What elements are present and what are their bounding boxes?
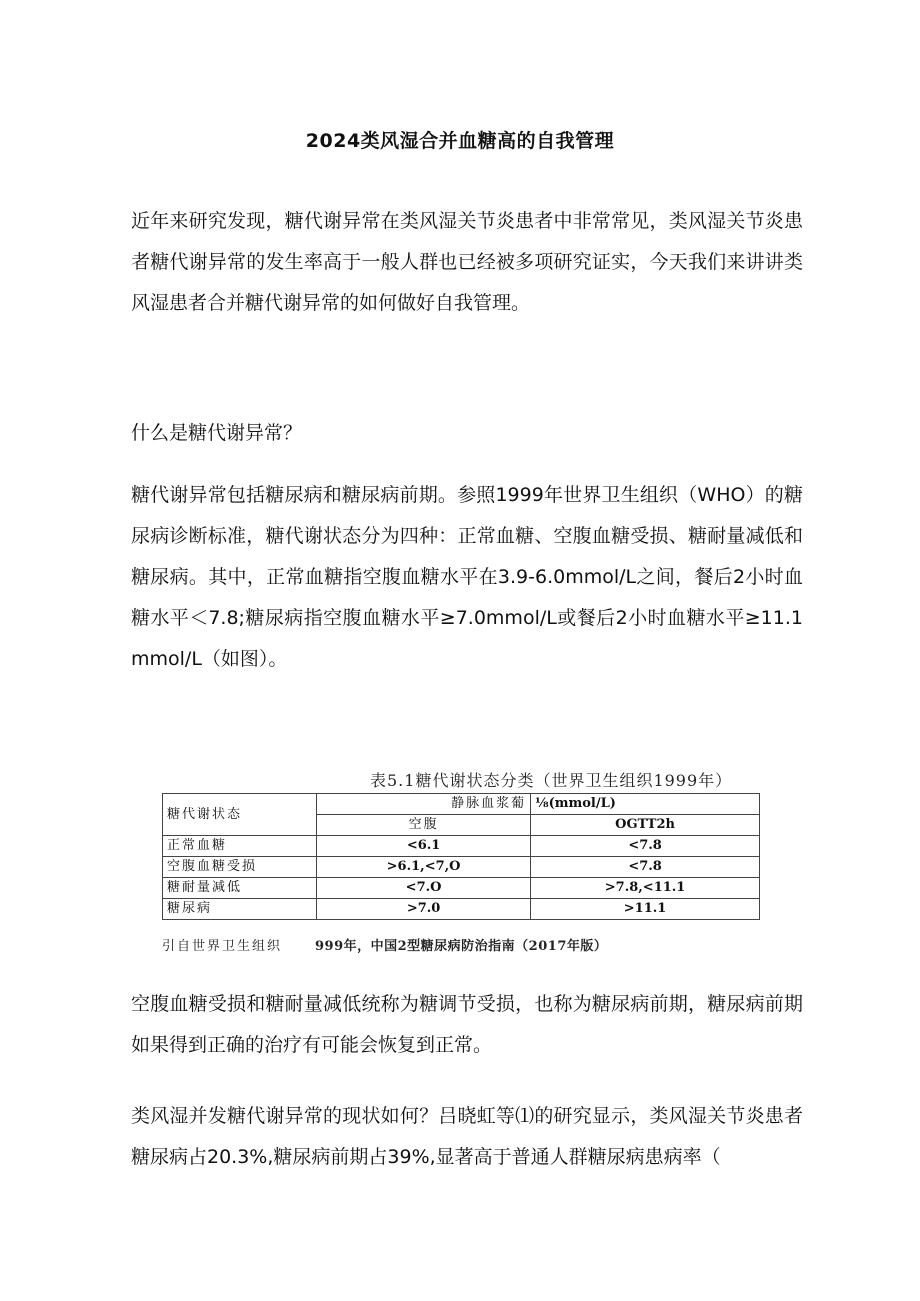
table-row <box>163 899 760 920</box>
row-ogtt: <7.8 <box>531 836 760 857</box>
row-ogtt: >11.1 <box>531 899 760 920</box>
header-state: 糖代谢状态 <box>163 794 317 836</box>
prediabetes-paragraph: 空腹血糖受损和糖耐量减低统称为糖调节受损，也称为糖尿病前期，糖尿病前期如果得到正确的治疗有可能会恢复到正常。 <box>131 993 803 1056</box>
row-state: 糖尿病 <box>163 899 317 920</box>
page-title: 2024类风湿合并血糖高的自我管理 <box>305 130 615 152</box>
table-row <box>163 857 760 878</box>
header-unit: ⅛(mmol/L) <box>531 794 760 815</box>
section-question: 什么是糖代谢异常？ <box>131 422 303 444</box>
header-group: 静脉血浆葡 <box>317 794 531 815</box>
glucose-classification-table <box>162 793 760 920</box>
row-fasting: >6.1,<7,O <box>317 857 531 878</box>
table-caption: 表5.1糖代谢状态分类（世界卫生组织1999年） <box>370 771 733 790</box>
row-ogtt: >7.8,<11.1 <box>531 878 760 899</box>
table-header-row <box>163 794 760 815</box>
definition-paragraph: 糖代谢异常包括糖尿病和糖尿病前期。参照1999年世界卫生组织（WHO）的糖尿病诊断标准，糖代谢状态分为四种：正常血糖、空腹血糖受损、糖耐量减低和糖尿病。其中，正常血糖指空腹血糖水平在3.9-6.0mmol∕L之间，餐后2小时血糖水平＜7.8;糖尿病指空腹血糖水平≥7.0mmol/L或餐后2小时血糖水平≥11.1mmol/L（如图）。 <box>131 484 803 670</box>
row-state: 空腹血糖受损 <box>163 857 317 878</box>
status-paragraph: 类风湿并发糖代谢异常的现状如何？吕晓虹等⑴的研究显示，类风湿关节炎患者糖尿病占20.3%,糖尿病前期占39%,显著高于普通人群糖尿病患病率（ <box>131 1105 803 1168</box>
table-row <box>163 836 760 857</box>
header-fasting: 空腹 <box>317 815 531 836</box>
row-fasting: >7.0 <box>317 899 531 920</box>
source-note-a: 引自世界卫生组织 <box>162 939 283 954</box>
intro-paragraph: 近年来研究发现，糖代谢异常在类风湿关节炎患者中非常常见，类风湿关节炎患者糖代谢异常的发生率高于一般人群也已经被多项研究证实，今天我们来讲讲类风湿患者合并糖代谢异常的如何做好自我管理。 <box>131 210 803 314</box>
table-row <box>163 878 760 899</box>
header-ogtt: OGTT2h <box>531 815 760 836</box>
row-state: 正常血糖 <box>163 836 317 857</box>
row-state: 糖耐量减低 <box>163 878 317 899</box>
row-fasting: <6.1 <box>317 836 531 857</box>
row-fasting: <7.O <box>317 878 531 899</box>
row-ogtt: <7.8 <box>531 857 760 878</box>
source-note-b: 999年，中国2型糖尿病防治指南（2017年版） <box>315 939 608 954</box>
table-source-note <box>162 935 608 954</box>
